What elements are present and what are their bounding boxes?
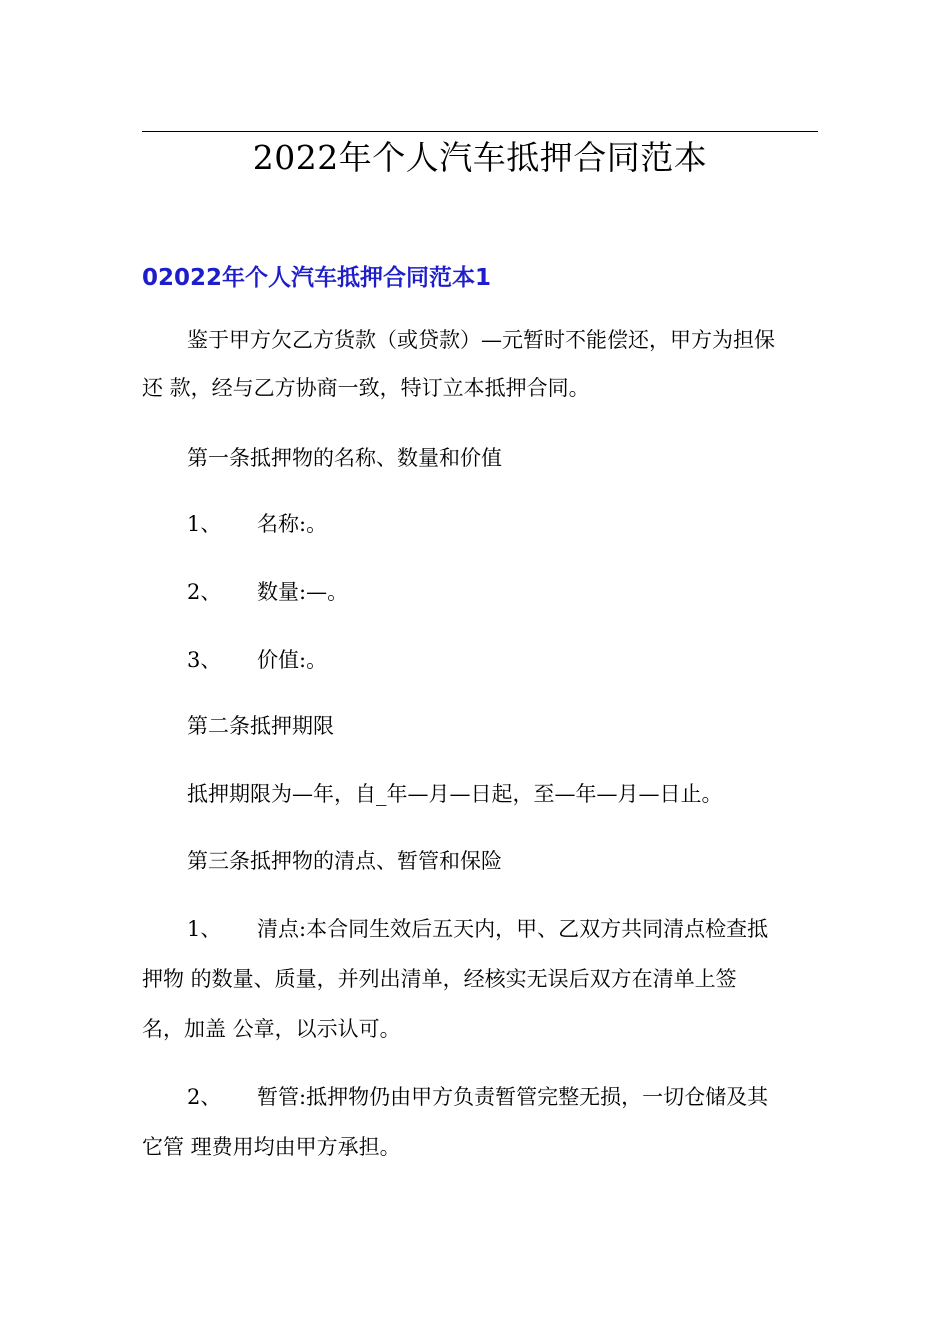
item-text: 价值:。 (257, 648, 328, 672)
article-1-item-2 (187, 577, 867, 607)
item-number: 2、 (187, 1085, 222, 1109)
article-3-item-2-line-1 (187, 1082, 867, 1112)
item-number: 1、 (187, 917, 222, 941)
intro-line-1: 鉴于甲方欠乙方货款（或贷款）—元暂时不能偿还，甲方为担保 (187, 328, 775, 352)
article-3-heading: 第三条抵押物的清点、暂管和保险 (187, 849, 502, 873)
article-3-item-1-line-3: 名，加盖 公章，以示认可。 (142, 1017, 401, 1041)
article-1-item-3 (187, 645, 867, 675)
article-3-item-1-line-2: 押物 的数量、质量，并列出清单，经核实无误后双方在清单上签 (142, 967, 737, 991)
article-2-heading: 第二条抵押期限 (187, 714, 334, 738)
article-3-item-2-line-2: 它管 理费用均由甲方承担。 (142, 1135, 401, 1159)
item-number: 1、 (187, 512, 222, 536)
item-text: 数量:—。 (257, 580, 349, 604)
document-title: 2022年个人汽车抵押合同范本 (252, 138, 708, 177)
section-heading: 02022年个人汽车抵押合同范本1 (142, 265, 492, 291)
item-text: 暂管:抵押物仍由甲方负责暂管完整无损，一切仓储及其 (257, 1085, 769, 1109)
item-text: 名称:。 (257, 512, 328, 536)
article-3-item-1-line-1 (187, 914, 867, 944)
item-text: 清点:本合同生效后五天内，甲、乙双方共同清点检查抵 (257, 917, 769, 941)
header-rule (142, 131, 818, 132)
item-number: 3、 (187, 648, 222, 672)
intro-line-2: 还 款，经与乙方协商一致，特订立本抵押合同。 (142, 376, 590, 400)
article-2-text: 抵押期限为—年，自_年—月—日起，至—年—月—日止。 (187, 782, 723, 806)
article-1-heading: 第一条抵押物的名称、数量和价值 (187, 446, 502, 470)
item-number: 2、 (187, 580, 222, 604)
article-1-item-1 (187, 509, 867, 539)
